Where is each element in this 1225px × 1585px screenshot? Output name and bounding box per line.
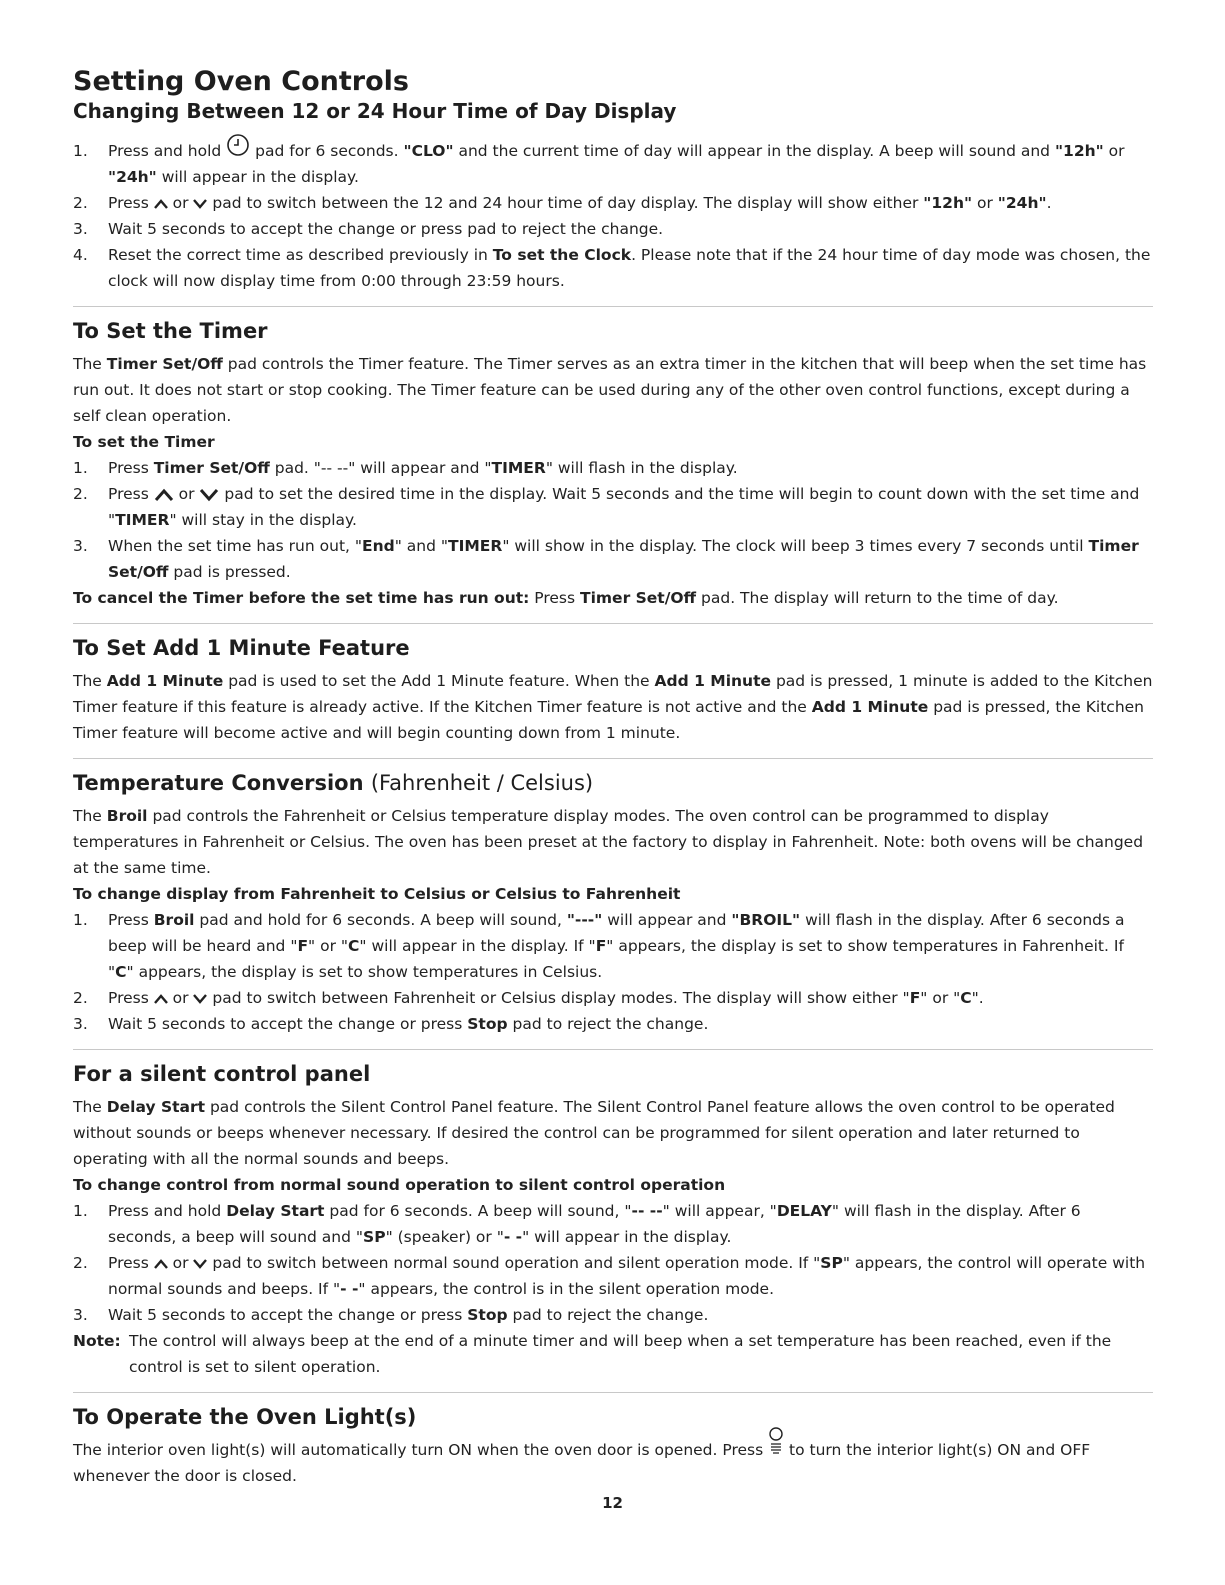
light-bulb-icon (768, 1427, 784, 1457)
temperature-subheading: To change display from Fahrenheit to Celsius or Celsius to Fahrenheit (73, 885, 681, 903)
section-heading-temperature: Temperature Conversion (Fahrenheit / Celsius) (73, 771, 594, 795)
temperature-intro: The Broil pad controls the Fahrenheit or Celsius temperature display modes. The oven control can be programmed to display temperatures in Fahrenheit or Celsius. The oven has been preset at the factory to display in Fahrenheit. Note: both ovens will be changed at the same time. (73, 807, 1144, 877)
section-heading-oven-light: To Operate the Oven Light(s) (73, 1405, 417, 1429)
steps-12-24-hour (73, 138, 1153, 294)
up-arrow-icon (154, 994, 168, 1004)
list-item: 1. Press and hold pad for 6 seconds. "CLO" and the current time of day will appear in the display. A beep will sound and "12h" or "24h" will appear in the display. (73, 138, 1153, 190)
steps-temperature (73, 907, 1153, 1037)
divider (73, 758, 1153, 759)
up-arrow-icon (154, 199, 168, 209)
list-item: 3. Wait 5 seconds to accept the change or press Stop pad to reject the change. (73, 1306, 709, 1324)
down-arrow-icon (193, 1259, 207, 1269)
oven-light-text: The interior oven light(s) will automatically turn ON when the oven door is opened. Press to turn the interior light(s) ON and OFF whenever the door is closed. (73, 1437, 1153, 1489)
timer-cancel: To cancel the Timer before the set time has run out: Press Timer Set/Off pad. The display will return to the time of day. (73, 589, 1059, 607)
section-heading-silent-panel: For a silent control panel (73, 1062, 371, 1086)
step-text: Press and hold (108, 142, 222, 160)
list-item: 1. Press and hold Delay Start pad for 6 seconds. A beep will sound, "-- --" will appear, "DELAY" will flash in the display. After 6 seconds, a beep will sound and "SP" (speaker) or "- -" will appear in the display. (73, 1202, 1081, 1246)
list-item: 3. Wait 5 seconds to accept the change or press Stop pad to reject the change. (73, 1015, 709, 1033)
list-item: 4. Reset the correct time as described previously in To set the Clock. Please note that if the 24 hour time of day mode was chosen, the clock will now display time from 0:00 through 23:59 hours. (73, 246, 1151, 290)
section-heading-timer: To Set the Timer (73, 319, 268, 343)
page-number: 12 (602, 1494, 623, 1512)
list-item: 2. Press or pad to set the desired time in the display. Wait 5 seconds and the time will begin to count down with the set time and "TIMER" will stay in the display. (73, 485, 1140, 529)
section-heading-add-minute: To Set Add 1 Minute Feature (73, 636, 410, 660)
list-item: 3. When the set time has run out, "End" and "TIMER" will show in the display. The clock will beep 3 times every 7 seconds until Timer Set/Off pad is pressed. (73, 537, 1139, 581)
list-item: 3. Wait 5 seconds to accept the change or press pad to reject the change. (73, 220, 664, 238)
timer-intro: The Timer Set/Off pad controls the Timer feature. The Timer serves as an extra timer in the kitchen that will beep when the set time has run out. It does not start or stop cooking. The Timer feature can be used during any of the other oven control functions, except during a self clean operation. (73, 355, 1147, 425)
down-arrow-icon (199, 488, 219, 502)
step-number: 1. (73, 142, 88, 160)
divider (73, 306, 1153, 307)
silent-subheading: To change control from normal sound operation to silent control operation (73, 1176, 726, 1194)
divider (73, 623, 1153, 624)
manual-page (73, 66, 1153, 1489)
timer-subheading: To set the Timer (73, 433, 215, 451)
silent-intro: The Delay Start pad controls the Silent Control Panel feature. The Silent Control Panel feature allows the oven control to be operated without sounds or beeps whenever necessary. If desired the control can be programmed for silent operation and later returned to operating with all the normal sounds and beeps. (73, 1098, 1115, 1168)
divider (73, 1392, 1153, 1393)
down-arrow-icon (193, 994, 207, 1004)
up-arrow-icon (154, 488, 174, 502)
page-title: Setting Oven Controls (73, 66, 409, 97)
add-minute-text: The Add 1 Minute pad is used to set the Add 1 Minute feature. When the Add 1 Minute pad is pressed, 1 minute is added to the Kitchen Timer feature if this feature is already active. If the Kitchen Timer feature is not active and the Add 1 Minute pad is pressed, the Kitchen Timer feature will become active and will begin counting down from 1 minute. (73, 672, 1153, 742)
section-heading-12-24-hour: Changing Between 12 or 24 Hour Time of Day Display (73, 99, 677, 123)
steps-timer (73, 455, 1153, 585)
steps-silent (73, 1198, 1153, 1328)
list-item: 2. Press or pad to switch between Fahrenheit or Celsius display modes. The display will show either "F" or "C". (73, 989, 984, 1007)
list-item: 2. Press or pad to switch between the 12 and 24 hour time of day display. The display will show either "12h" or "24h". (73, 194, 1052, 212)
down-arrow-icon (193, 199, 207, 209)
list-item: 1. Press Timer Set/Off pad. "-- --" will appear and "TIMER" will flash in the display. (73, 459, 738, 477)
clock-icon (226, 133, 250, 157)
silent-note: Note: The control will always beep at the end of a minute timer and will beep when a set temperature has been reached, even if the control is set to silent operation. (73, 1332, 1112, 1376)
list-item: 1. Press Broil pad and hold for 6 seconds. A beep will sound, "---" will appear and "BROIL" will flash in the display. After 6 seconds a beep will be heard and "F" or "C" will appear in the display. If "F" appears, the display is set to show temperatures in Fahrenheit. If "C" appears, the display is set to show temperatures in Celsius. (73, 911, 1125, 981)
up-arrow-icon (154, 1259, 168, 1269)
list-item: 2. Press or pad to switch between normal sound operation and silent operation mode. If "SP" appears, the control will operate with normal sounds and beeps. If "- -" appears, the control is in the silent operation mode. (73, 1254, 1146, 1298)
divider (73, 1049, 1153, 1050)
